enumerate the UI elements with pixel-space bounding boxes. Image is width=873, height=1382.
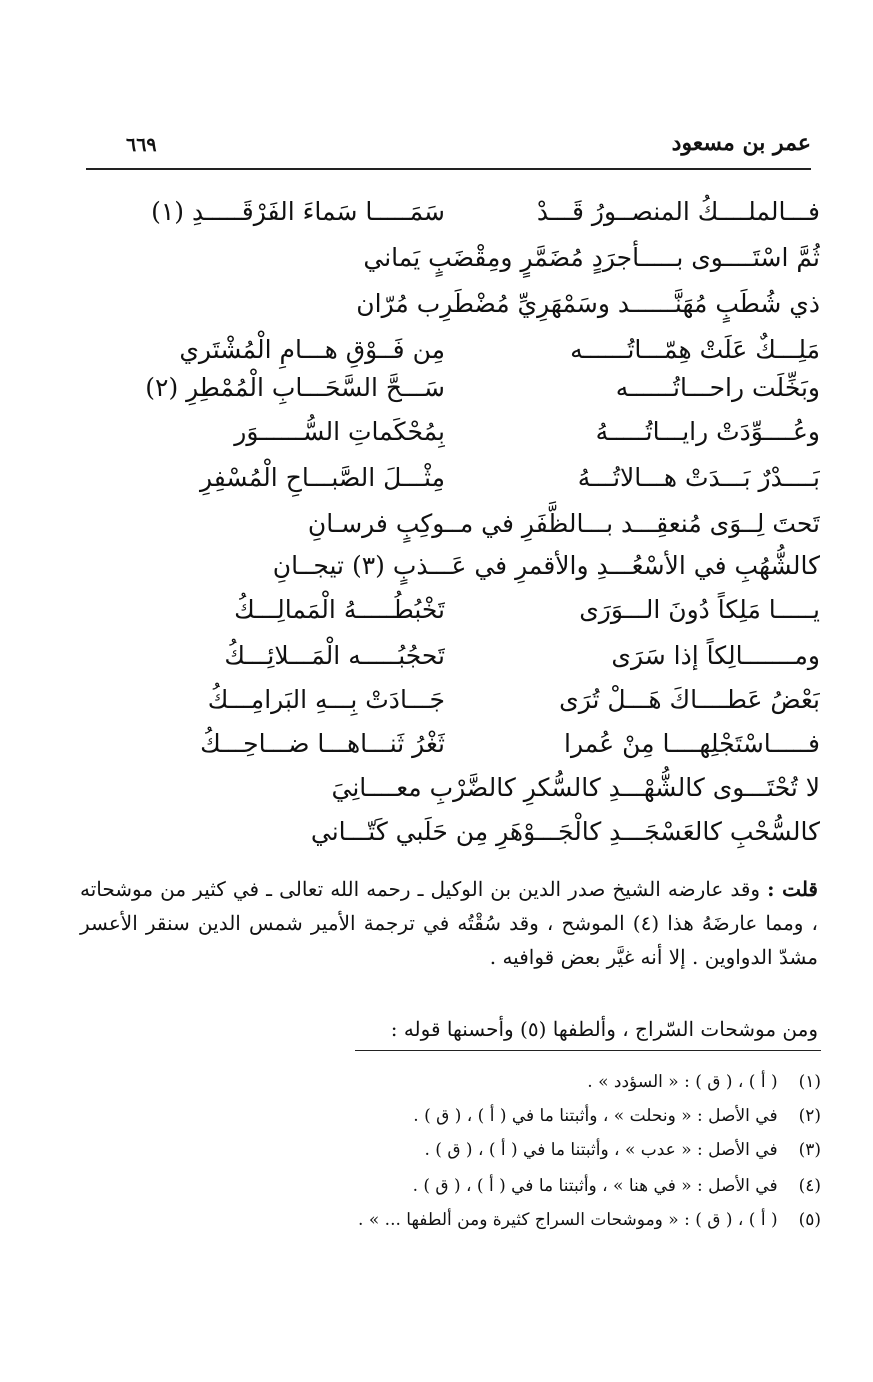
- footnote-text: في الأصل : « ونحلت » ، وأثبتنا ما في ( أ ) ، ( ق ) .: [413, 1106, 778, 1126]
- footnote-number: (٢): [798, 1106, 821, 1126]
- verse-first-hemistich: فـــــاسْتَجْلِهــــا مِنْ عُمرا: [564, 729, 820, 758]
- verse-first-hemistich: بَــــدْرٌ بَـــدَتْ هـــالاتُـــهُ: [577, 463, 820, 492]
- verse-second-hemistich: ثَغْرُ ثَنـــاهـــا ضـــاحِـــكُ: [200, 729, 445, 758]
- verse-first-hemistich: ومـــــــالِكاً إذا سَرَى: [611, 641, 820, 670]
- verse-full-line: كالسُّحْبِ كالعَسْجَـــدِ كالْجَـــوْهَرِ مِن حَلَبي كَتّـــاني: [310, 817, 820, 846]
- verse-first-hemistich: فـــالملــــكُ المنصــورُ قَـــدْ: [536, 197, 820, 226]
- footnote: [181, 1068, 821, 1096]
- header-rule: [86, 168, 811, 170]
- footnote-number: (٣): [798, 1140, 821, 1160]
- verse-first-hemistich: وعُــــوِّدَتْ رايـــاتُـــــهُ: [595, 417, 820, 446]
- paragraph-lead: قلت :: [767, 877, 818, 901]
- verse-second-hemistich: تَحجُبُـــــه الْمَـــلائِـــكُ: [224, 641, 445, 670]
- verse-first-hemistich: وبَخِّلَت راحـــاتُــــــه: [615, 373, 820, 402]
- verse-line: [95, 806, 820, 858]
- verse-second-hemistich: مِثْـــلَ الصَّبـــاحِ الْمُسْفِرِ: [199, 463, 445, 492]
- footnote: [181, 1136, 821, 1164]
- verse-second-hemistich: سَـــحَّ السَّحَـــابِ الْمُمْطِرِ (٢): [145, 373, 445, 402]
- footnote-number: (٥): [798, 1210, 821, 1230]
- verse-first-hemistich: يـــــا مَلِكاً دُونَ الـــوَرَى: [579, 595, 820, 624]
- verse-full-line: ثُمَّ اسْتَــــوى بـــــأجرَدٍ مُضَمَّرٍ ومِقْضَبٍ يَماني: [363, 243, 820, 272]
- page-number: ٦٦٩: [126, 134, 157, 156]
- footnote-rule: [355, 1050, 821, 1051]
- verse-second-hemistich: سَمَـــــا سَماءَ الفَرْقَـــــدِ (١): [151, 197, 445, 226]
- verse-line: [95, 452, 820, 504]
- footnote-text: في الأصل : « في هنا » ، وأثبتنا ما في ( أ ) ، ( ق ) .: [412, 1176, 778, 1196]
- footnote-text: في الأصل : « عدب » ، وأثبتنا ما في ( أ ) ، ( ق ) .: [424, 1140, 778, 1160]
- verse-full-line: تَحتَ لِــوَى مُنعقِـــد بـــالظَّفَرِ في مــوكِبٍ فرسـانِ: [307, 509, 820, 538]
- verse-line: [95, 406, 820, 458]
- verse-line: [95, 584, 820, 636]
- footnote-number: (٤): [798, 1176, 821, 1196]
- footnote-number: (١): [798, 1072, 821, 1092]
- paragraph-intro: [80, 1012, 818, 1046]
- verse-line: [95, 232, 820, 284]
- verse-second-hemistich: تَخْبُطُـــــهُ الْمَمالِـــكُ: [234, 595, 445, 624]
- paragraph-text: وقد عارضه الشيخ صدر الدين بن الوكيل ـ رحمه الله تعالى ـ في كثير من موشحاته ، ومما عارضَهُ هذا (٤) الموشح ، وقد سُقْتُه في ترجمة الأمير شمس الدين سنقر الأعسر مشدّ الدواوين . إلا أنه غيَّر بعض قوافيه .: [80, 877, 818, 969]
- verse-first-hemistich: بَعْضُ عَطــــاكَ هَـــلْ تُرَى: [559, 685, 820, 714]
- verse-second-hemistich: مِن فَــوْقِ هـــامِ الْمُشْتَري: [179, 335, 445, 364]
- verse-first-hemistich: مَلِـــكٌ عَلَتْ هِمّـــاتُــــــه: [570, 335, 820, 364]
- footnote: [181, 1172, 821, 1200]
- paragraph-text: ومن موشحات السّراج ، وألطفها (٥) وأحسنها قوله :: [390, 1017, 818, 1041]
- paragraph-note: [80, 872, 818, 974]
- verse-full-line: لا تُحْتَـــوى كالشُّهْـــدِ كالسُّكرِ كالضَّرْبِ معــــانِيَ: [331, 773, 820, 802]
- footnote: [181, 1206, 821, 1234]
- verse-full-line: كالشُّهُبِ في الأسْعُـــدِ والأقمرِ في عَـــذبٍ (٣) تيجــانِ: [272, 551, 820, 580]
- footnote: [181, 1102, 821, 1130]
- verse-full-line: ذي شُطَبٍ مُهَنَّــــــد وسَمْهَرِيِّ مُضْطَرِب مُرّان: [356, 289, 820, 318]
- verse-second-hemistich: بِمُحْكَماتِ السُّــــــوَر: [234, 417, 445, 446]
- footnote-text: ( أ ) ، ( ق ) : « السؤدد » .: [587, 1072, 778, 1092]
- verse-line: [95, 278, 820, 330]
- verse-line: [95, 186, 820, 238]
- verse-second-hemistich: جَـــادَتْ بِـــهِ البَرامِـــكُ: [207, 685, 445, 714]
- running-header-title: عمر بن مسعود: [671, 130, 811, 156]
- footnote-text: ( أ ) ، ( ق ) : « وموشحات السراج كثيرة ومن ألطفها ... » .: [358, 1210, 778, 1230]
